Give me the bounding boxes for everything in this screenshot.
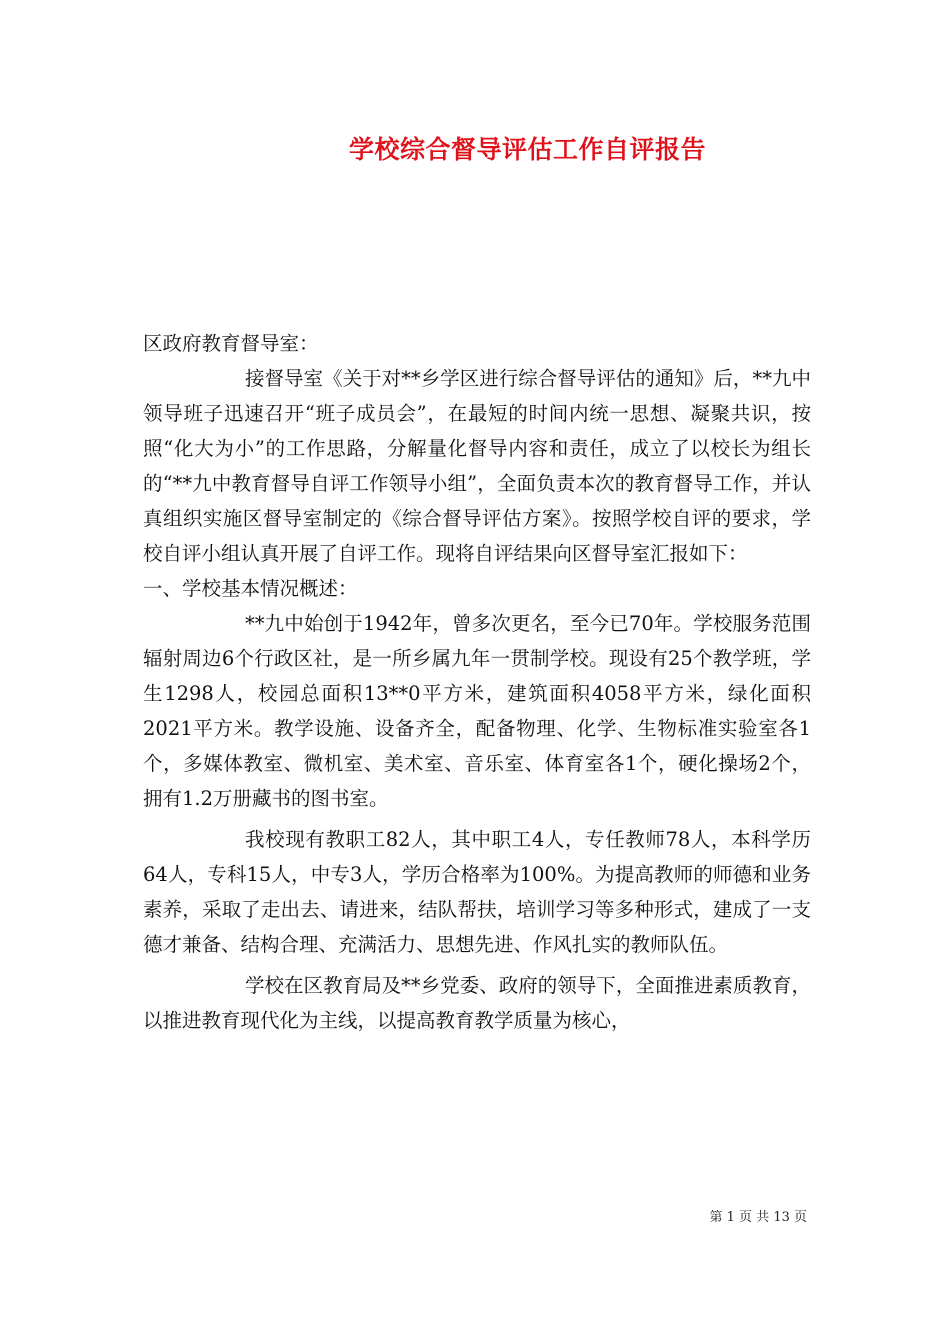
salutation: 区政府教育督导室： <box>143 332 319 355</box>
document-body <box>143 326 811 1038</box>
paragraph-leadership: 学校在区教育局及**乡党委、政府的领导下，全面推进素质教育，以推进教育现代化为主线，以提高教育教学质量为核心， <box>143 974 811 1032</box>
document-title: 学校综合督导评估工作自评报告 <box>348 135 706 164</box>
section-heading: 一、学校基本情况概述： <box>143 577 358 600</box>
paragraph-staff: 我校现有教职工82人，其中职工4人，专任教师78人，本科学历64人，专科15人，中专3人，学历合格率为100%。为提高教师的师德和业务素养，采取了走出去、请进来，结队帮扶，培训学习等多种形式，建成了一支德才兼备、结构合理、充满活力、思想先进、作风扎实的教师队伍。 <box>143 828 811 956</box>
paragraph-intro: 接督导室《关于对**乡学区进行综合督导评估的通知》后，**九中领导班子迅速召开“班子成员会”，在最短的时间内统一思想、凝聚共识，按照“化大为小”的工作思路，分解量化督导内容和责任，成立了以校长为组长的“**九中教育督导自评工作领导小组”，全面负责本次的教育督导工作，并认真组织实施区督导室制定的《综合督导评估方案》。按照学校自评的要求，学校自评小组认真开展了自评工作。现将自评结果向区督导室汇报如下： <box>143 367 811 565</box>
page-number: 第 1 页 共 13 页 <box>709 1210 807 1225</box>
paragraph-basic-info: **九中始创于1942年，曾多次更名，至今已70年。学校服务范围辐射周边6个行政区社，是一所乡属九年一贯制学校。现设有25个教学班，学生1298人，校园总面积13**0平方米，建筑面积4058平方米，绿化面积2021平方米。教学设施、设备齐全，配备物理、化学、生物标准实验室各1个，多媒体教室、微机室、美术室、音乐室、体育室各1个，硬化操场2个，拥有1.2万册藏书的图书室。 <box>143 612 811 810</box>
